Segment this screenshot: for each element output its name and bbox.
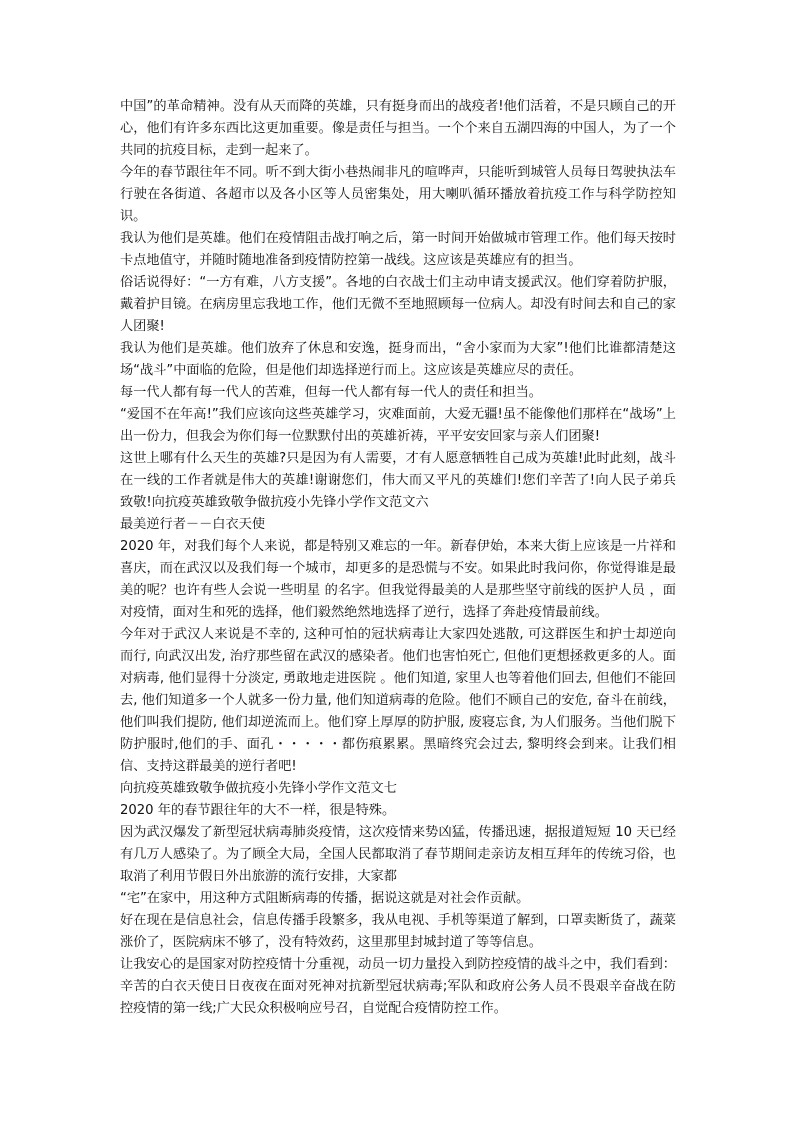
paragraph: 2020 年，对我们每个人来说，都是特别又难忘的一年。新春伊始，本来大街上应该是一片祥和喜庆，而在武汉以及我们每一个城市，却更多的是恐慌与不安。如果此时我问你，你觉得谁是最美的呢？也许有些人会说一些明星 的名字。但我觉得最美的人是那些坚守前线的医护人员 ，面对疫情，面对生和死的选择，他们毅然绝然地选择了逆行，选择了奔赴疫情最前线。	[120, 539, 676, 620]
paragraph: “爱国不在年高!”我们应该向这些英雄学习，灾难面前，大爱无疆!虽不能像他们那样在“战场”上出一份力，但我会为你们每一位默默付出的英雄祈祷，平平安安回家与亲人们团聚!	[120, 407, 676, 444]
paragraph: 今年对于武汉人来说是不幸的, 这种可怕的冠状病毒让大家四处逃散, 可这群医生和护士却逆向而行, 向武汉出发, 治疗那些留在武汉的感染者。他们也害怕死亡, 但他们更想拯救更多的人。面对病毒, 他们显得十分淡定, 勇敢地走进医院 。他们知道, 家里人也等着他们回去, 但他们不能回去, 他们知道多一个人就多一份力量, 他们知道病毒的危险。他们不顾自己的安危, 奋斗在前线， 他们叫我们提防, 他们却逆流而上。他们穿上厚厚的防护服, 废寝忘食, 为人们服务。当他们脱下防护服时,他们的手、面孔・・・・・都伤痕累累。黑暗终究会过去, 黎明终会到来。让我们相信、支持这群最美的逆行者吧!	[120, 627, 676, 774]
paragraph: 这世上哪有什么天生的英雄?只是因为有人需要，才有人愿意牺牲自己成为英雄!此时此刻，战斗在一线的工作者就是伟大的英雄!谢谢您们，伟大而又平凡的英雄们!您们辛苦了!向人民子弟兵致敬!向抗疫英雄致敬争做抗疫小先锋小学作文范文六	[120, 451, 676, 510]
paragraph: 因为武汉爆发了新型冠状病毒肺炎疫情，这次疫情来势凶猛，传播迅速，据报道短短 10 天已经有几万人感染了。为了顾全大局，全国人民都取消了春节期间走亲访友相互拜年的传统习俗，也取消了利用节假日外出旅游的流行安排，大家都	[120, 825, 676, 884]
paragraph: 我认为他们是英雄。他们在疫情阻击战打响之后，第一时间开始做城市管理工作。他们每天按时卡点地值守，并随时随地准备到疫情防控第一战线。这应该是英雄应有的担当。	[120, 231, 676, 268]
paragraph: “宅”在家中，用这种方式阻断病毒的传播，据说这就是对社会作贡献。	[120, 891, 530, 906]
paragraph: 2020 年的春节跟往年的大不一样，很是特殊。	[120, 803, 396, 818]
paragraph: 好在现在是信息社会，信息传播手段繁多，我从电视、手机等渠道了解到，口罩卖断货了，蔬菜涨价了，医院病床不够了，没有特效药，这里那里封城封道了等等信息。	[120, 913, 676, 950]
paragraph: 俗话说得好：“一方有难，八方支援”。各地的白衣战士们主动申请支援武汉。他们穿着防护服，戴着护目镜。在病房里忘我地工作，他们无微不至地照顾每一位病人。却没有时间去和自己的家人团聚!	[120, 275, 676, 334]
section-title: 最美逆行者－－白衣天使	[120, 517, 266, 532]
paragraph: 每一代人都有每一代人的苦难，但每一代人都有每一代人的责任和担当。	[120, 385, 542, 400]
section-title: 向抗疫英雄致敬争做抗疫小先锋小学作文范文七	[120, 781, 397, 796]
paragraph: 中国”的革命精神。没有从天而降的英雄，只有挺身而出的战疫者!他们活着，不是只顾自己的开心，他们有许多东西比这更加重要。像是责任与担当。一个个来自五湖四海的中国人，为了一个共同的抗疫目标，走到一起来了。	[120, 99, 676, 158]
paragraph: 我认为他们是英雄。他们放弃了休息和安逸，挺身而出，“舍小家而为大家”!他们比谁都清楚这场“战斗”中面临的危险，但是他们却选择逆行而上。这应该是英雄应尽的责任。	[120, 341, 676, 378]
paragraph: 让我安心的是国家对防控疫情十分重视，动员一切力量投入到防控疫情的战斗之中，我们看到：辛苦的白衣天使日日夜夜在面对死神对抗新型冠状病毒;军队和政府公务人员不畏艰辛奋战在防控疫情的第一线;广大民众积极响应号召，自觉配合疫情防控工作。	[120, 957, 676, 1016]
document-body	[120, 96, 676, 1020]
paragraph: 今年的春节跟往年不同。听不到大街小巷热闹非凡的喧哗声，只能听到城管人员每日驾驶执法车行驶在各街道、各超市以及各小区等人员密集处，用大喇叭循环播放着抗疫工作与科学防控知识。	[120, 165, 676, 224]
